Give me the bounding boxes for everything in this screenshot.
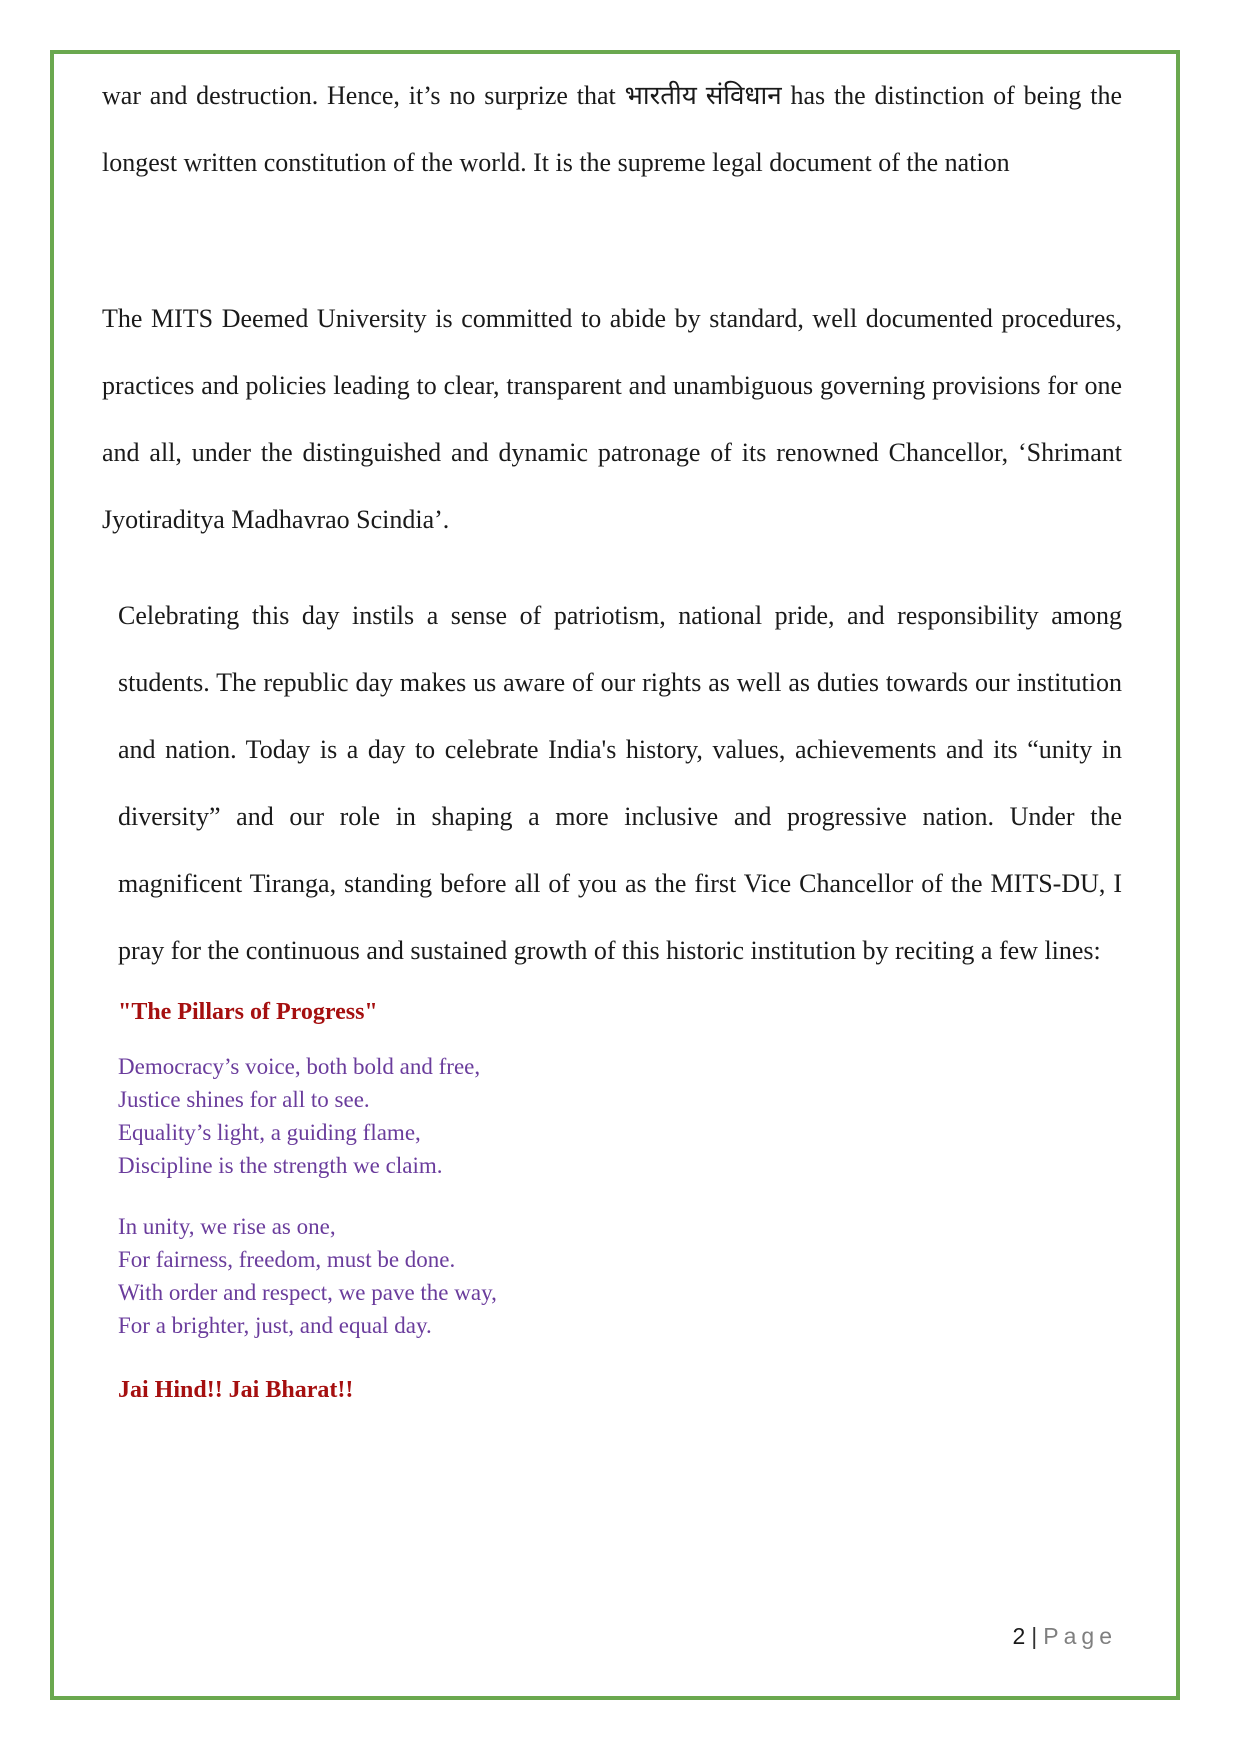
poem-line: For a brighter, just, and equal day. [118,1313,432,1338]
poem-line: With order and respect, we pave the way, [118,1280,497,1305]
poem-line: Equality’s light, a guiding flame, [118,1120,421,1145]
poem-line: For fairness, freedom, must be done. [118,1247,456,1272]
document-body [102,62,1122,1408]
poem-stanza-1 [118,1050,1122,1182]
paragraph-constitution: war and destruction. Hence, it’s no surprize that भारतीय संविधान has the distinction of being the longest written constitution of the world. It is the supreme legal document of the nation [102,81,1122,177]
paragraph-university: The MITS Deemed University is committed to abide by standard, well documented procedures, practices and policies leading to clear, transparent and unambiguous governing provisions for one and all, under the distinguished and dynamic patronage of its renowned Chancellor, ‘Shrimant Jyotiraditya Madhavrao Scindia’. [102,304,1122,534]
poem-line: Democracy’s voice, both bold and free, [118,1054,481,1079]
paragraph-spacer [102,196,1122,285]
paragraph-spacer [102,553,1122,582]
poem-line: Discipline is the strength we claim. [118,1153,443,1178]
page-footer [1013,1623,1118,1650]
poem-stanza-2 [118,1210,1122,1342]
poem-line: In unity, we rise as one, [118,1214,336,1239]
page-label: Page [1043,1623,1117,1649]
poem-line: Justice shines for all to see. [118,1087,370,1112]
page-number: 2 [1012,1623,1026,1649]
closing-slogan: Jai Hind!! Jai Bharat!! [118,1377,354,1403]
paragraph-celebration: Celebrating this day instils a sense of patriotism, national pride, and responsibility among students. The republic day makes us aware of our rights as well as duties towards our institution and nation. Today is a day to celebrate India's history, values, achievements and its “unity in diversity” and our role in shaping a more inclusive and progressive nation. Under the magnificent Tiranga, standing before all of you as the first Vice Chancellor of the MITS-DU, I pray for the continuous and sustained growth of this historic institution by reciting a few lines: [118,601,1122,965]
footer-separator: | [1031,1623,1038,1649]
poem-title: "The Pillars of Progress" [118,999,378,1025]
